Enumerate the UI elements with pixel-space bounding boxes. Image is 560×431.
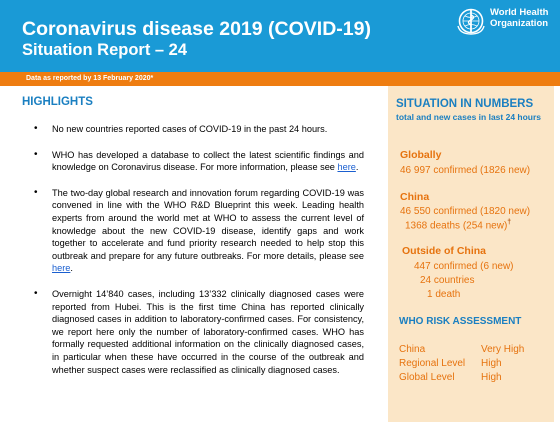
report-subtitle: Situation Report – 24	[22, 41, 188, 59]
china-deaths-text: 1368 deaths (254 new)	[405, 220, 508, 232]
risk-level-china: Very High	[481, 344, 525, 355]
bullet-icon: •	[34, 123, 38, 134]
china-confirmed: 46 550 confirmed (1820 new)	[400, 206, 531, 217]
sentence-end: .	[70, 263, 73, 274]
risk-level-global: High	[481, 372, 502, 383]
highlight-item	[34, 123, 364, 136]
globally-label: Globally	[400, 149, 442, 161]
situation-heading: SITUATION IN NUMBERS	[396, 98, 534, 110]
sentence-end: .	[355, 162, 359, 173]
risk-label-global: Global Level	[399, 372, 455, 383]
risk-assessment-heading: WHO RISK ASSESSMENT	[399, 316, 522, 327]
china-label: China	[400, 191, 430, 203]
highlight-text: No new countries reported cases of COVID-19 in the past 24 hours.	[52, 124, 328, 134]
outside-countries: 24 countries	[420, 275, 475, 286]
who-emblem-icon	[455, 6, 487, 36]
highlight-item	[34, 187, 364, 275]
situation-subheading: total and new cases in last 24 hours	[396, 112, 542, 122]
china-deaths	[405, 219, 511, 231]
report-date-bar	[0, 72, 560, 86]
risk-label-china: China	[399, 344, 426, 355]
highlight-item	[34, 288, 364, 376]
highlights-heading: HIGHLIGHTS	[22, 96, 93, 108]
bullet-icon: •	[34, 287, 38, 299]
highlights-list	[34, 123, 364, 389]
bullet-icon: •	[34, 186, 38, 198]
outside-china-label: Outside of China	[402, 245, 486, 257]
bullet-icon: •	[34, 148, 38, 160]
database-link[interactable]: here	[337, 162, 356, 173]
who-org-name	[490, 7, 560, 29]
highlight-text: The two-day global research and innovation forum regarding COVID-19 was convened in line with the WHO R&D Blueprint this week. Leading health experts from around the world met at WHO to assess the current level of knowledge about the new COVID-19 disease, identify gaps and work together to accelerate and fund priority research needed to help stop this outbreak and prepare for any future outbreaks. For more details, please see	[52, 187, 364, 261]
outside-deaths: 1 death	[427, 289, 461, 300]
dagger-mark: †	[507, 219, 512, 226]
highlight-text: WHO has developed a database to collect the latest scientific findings and knowledge on Coronavirus disease. For more information, please see	[52, 149, 364, 173]
globally-confirmed: 46 997 confirmed (1826 new)	[400, 165, 531, 176]
outside-confirmed: 447 confirmed (6 new)	[414, 261, 514, 272]
highlight-item	[34, 149, 364, 174]
forum-details-link[interactable]: here	[52, 263, 71, 274]
risk-label-regional: Regional Level	[399, 358, 466, 369]
report-title: Coronavirus disease 2019 (COVID-19)	[22, 18, 371, 40]
org-name-line2: Organization	[490, 18, 549, 29]
org-name-line1: World Health	[490, 7, 549, 18]
highlight-text: Overnight 14’840 cases, including 13’332 clinically diagnosed cases were reported from Hubei. This is the first time China has reported clinically diagnosed cases in addition to laboratory-confirmed cases. For consistency, we report here only the number of laboratory-confirmed cases. WHO has formally requested additional information on the clinically diagnosed cases, in particular when these have occurred in the course of the outbreak and whether suspect cases were reclassified as clinically diagnosed cases.	[52, 288, 364, 375]
report-date-text: Data as reported by 13 February 2020*	[26, 75, 154, 82]
risk-level-regional: High	[481, 358, 502, 369]
